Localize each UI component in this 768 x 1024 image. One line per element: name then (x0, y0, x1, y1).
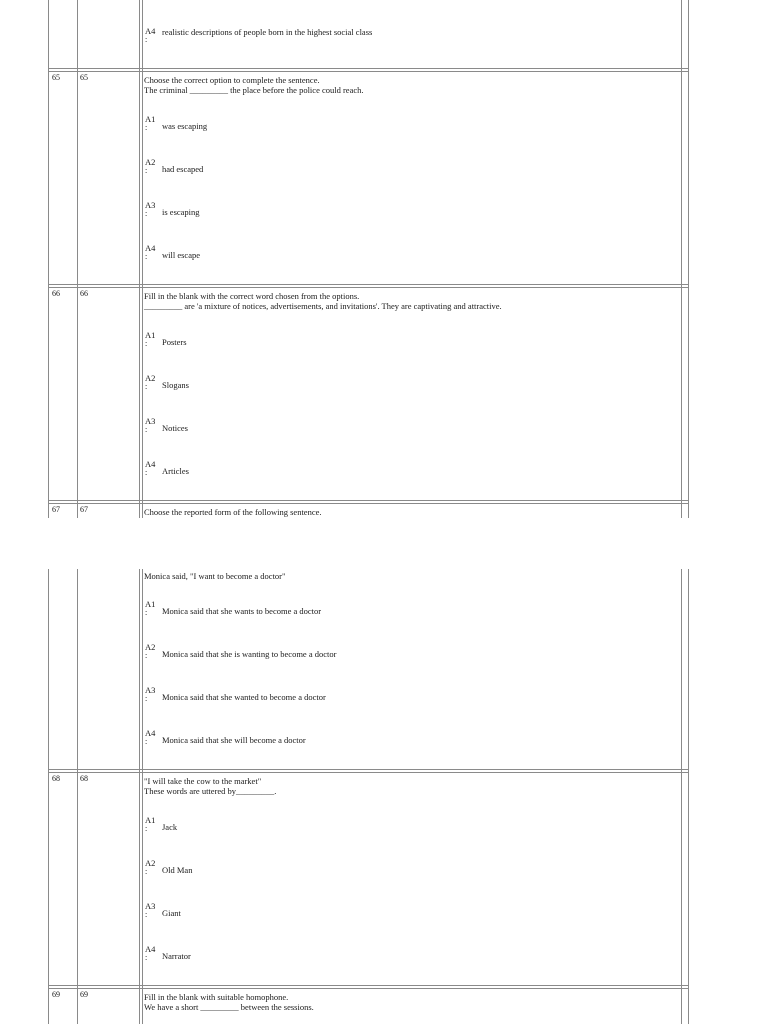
table-col-divider (77, 569, 78, 1024)
table-cell-border (681, 0, 682, 518)
row-separator (48, 71, 689, 72)
serial-number: 67 (52, 505, 60, 514)
option-text: will escape (162, 250, 200, 260)
option-text: had escaped (162, 164, 204, 174)
row-separator (48, 985, 689, 986)
question-text: Monica said, "I want to become a doctor" (144, 571, 286, 581)
option-key: A4 : (145, 459, 156, 477)
question-text: Fill in the blank with the correct word chosen from the options. (144, 291, 360, 301)
row-separator (48, 500, 689, 501)
table-cell-border (681, 569, 682, 1024)
row-separator (48, 772, 689, 773)
question-text: "I will take the cow to the market" (144, 776, 262, 786)
option-key: A1 : (145, 114, 156, 132)
table-border-right (688, 0, 689, 518)
option-text: Monica said that she is wanting to become a doctor (162, 649, 337, 659)
question-text: These words are uttered by_________. (144, 786, 277, 796)
question-text: Fill in the blank with suitable homophone. (144, 992, 289, 1002)
option-key: A1 : (145, 599, 156, 617)
serial-number: 65 (52, 73, 60, 82)
option-text: Monica said that she wanted to become a doctor (162, 692, 326, 702)
question-number: 67 (80, 505, 88, 514)
option-key: A3 : (145, 416, 156, 434)
question-number: 66 (80, 289, 88, 298)
option-key: A4 : (145, 944, 156, 962)
option-key: A1 : (145, 330, 156, 348)
option-text: was escaping (162, 121, 208, 131)
table-border-right (688, 569, 689, 1024)
option-key: A4 : (145, 243, 156, 261)
option-key: A3 : (145, 200, 156, 218)
option-text: Narrator (162, 951, 191, 961)
serial-number: 66 (52, 289, 60, 298)
row-separator (48, 284, 689, 285)
option-text: realistic descriptions of people born in the highest social class (162, 27, 373, 37)
question-number: 65 (80, 73, 88, 82)
option-key: A2 : (145, 373, 156, 391)
option-text: Old Man (162, 865, 193, 875)
serial-number: 69 (52, 990, 60, 999)
row-separator (48, 68, 689, 69)
question-number: 69 (80, 990, 88, 999)
question-number: 68 (80, 774, 88, 783)
option-key: A2 : (145, 858, 156, 876)
option-key: A4 : (145, 26, 156, 44)
question-text: Choose the correct option to complete the sentence. (144, 75, 320, 85)
option-text: Posters (162, 337, 187, 347)
option-text: Monica said that she will become a doctor (162, 735, 306, 745)
table-cell-border (142, 0, 143, 518)
row-separator (48, 988, 689, 989)
option-key: A2 : (145, 642, 156, 660)
option-key: A4 : (145, 728, 156, 746)
table-col-divider (139, 0, 140, 518)
table-col-divider (77, 0, 78, 518)
option-text: Articles (162, 466, 189, 476)
option-text: Giant (162, 908, 181, 918)
row-separator (48, 287, 689, 288)
question-text: Choose the reported form of the following sentence. (144, 507, 322, 517)
table-border-left (48, 0, 49, 518)
option-text: Jack (162, 822, 178, 832)
option-key: A1 : (145, 815, 156, 833)
question-text: We have a short _________ between the sessions. (144, 1002, 314, 1012)
table-col-divider (139, 569, 140, 1024)
option-key: A3 : (145, 901, 156, 919)
serial-number: 68 (52, 774, 60, 783)
option-key: A3 : (145, 685, 156, 703)
option-key: A2 : (145, 157, 156, 175)
table-border-left (48, 569, 49, 1024)
table-cell-border (142, 569, 143, 1024)
row-separator (48, 503, 689, 504)
question-text: The criminal _________ the place before the police could reach. (144, 85, 364, 95)
row-separator (48, 769, 689, 770)
option-text: Slogans (162, 380, 189, 390)
option-text: Notices (162, 423, 188, 433)
question-text: _________ are 'a mixture of notices, advertisements, and invitations'. They are captivating and attractive. (144, 301, 502, 311)
option-text: Monica said that she wants to become a doctor (162, 606, 322, 616)
option-text: is escaping (162, 207, 200, 217)
